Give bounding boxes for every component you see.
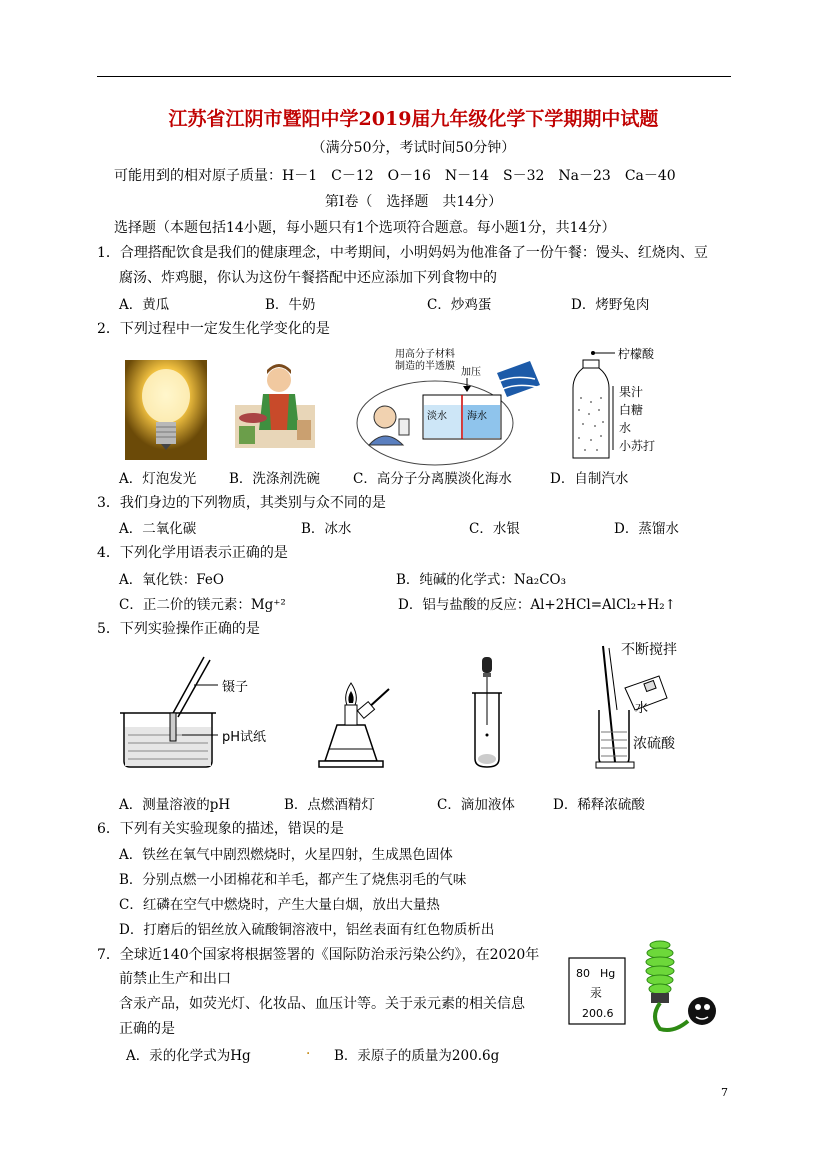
homemade-soda-image [565, 346, 675, 462]
ph-test-image [118, 655, 268, 770]
exam-title: 江苏省江阴市暨阳中学2019届九年级化学下学期期中试题 [168, 108, 659, 130]
q7-line3: 含汞产品，如荧光灯、化妆品、血压计等。关于汞元素的相关信息 [119, 996, 525, 1012]
q6-option-c: C．红磷在空气中燃烧时，产生大量白烟，放出大量热 [119, 897, 440, 913]
light-bulb-image [125, 360, 207, 460]
q7-option-b: B．汞原子的质量为200.6g [334, 1048, 500, 1064]
q7-line2: 前禁止生产和出口 [119, 971, 231, 987]
q7-line1: 7．全球近140个国家将根据签署的《国际防治汞污染公约》，在2020年 [97, 947, 540, 963]
q1-option-b: B．牛奶 [265, 297, 316, 313]
q1-option-c: C．炒鸡蛋 [427, 297, 492, 313]
q3-stem: 3．我们身边的下列物质，其类别与众不同的是 [97, 495, 386, 511]
instructions: 选择题（本题包括14小题，每小题只有1个选项符合题意。每小题1分，共14分） [114, 220, 616, 236]
q5-option-a: A．测量溶液的pH [119, 797, 231, 813]
dropper-image [470, 655, 506, 770]
sugar-label: 白糖 [619, 403, 644, 417]
element-symbol: Hg [600, 967, 616, 980]
q4-option-c: C．正二价的镁元素：Mg⁺² [119, 597, 286, 613]
q6-option-b: B．分别点燃一小团棉花和羊毛，都产生了烧焦羽毛的气味 [119, 872, 467, 888]
q7-dot: . [306, 1042, 311, 1058]
q5-option-d: D．稀释浓硫酸 [553, 797, 645, 813]
q7-option-a: A．汞的化学式为Hg [126, 1048, 251, 1064]
element-mass: 200.6 [582, 1007, 614, 1020]
pressure-label: 加压 [461, 367, 481, 378]
q6-option-d: D．打磨后的铝丝放入硫酸铜溶液中，铝丝表面有红色物质析出 [119, 922, 495, 938]
dilute-acid-image [595, 640, 735, 772]
water-label: 水 [635, 701, 649, 716]
q5-stem: 5．下列实验操作正确的是 [97, 621, 260, 637]
juice-label: 果汁 [619, 385, 644, 399]
q5-option-b: B．点燃酒精灯 [284, 797, 375, 813]
q3-option-b: B．冰水 [301, 521, 352, 537]
stir-label: 不断搅拌 [621, 642, 677, 658]
q3-option-a: A．二氧化碳 [119, 521, 197, 537]
page-number: 7 [721, 1086, 728, 1099]
q2-stem: 2．下列过程中一定发生化学变化的是 [97, 321, 330, 337]
q2-option-b: B．洗涤剂洗碗 [229, 471, 320, 487]
alcohol-lamp-image [315, 665, 395, 775]
fresh-water-label: 淡水 [427, 411, 447, 422]
element-name: 汞 [590, 986, 603, 1000]
citric-acid-label: 柠檬酸 [618, 347, 655, 361]
ph-paper-label: pH试纸 [222, 730, 267, 745]
section-heading: 第Ⅰ卷（ 选择题 共14分） [324, 194, 503, 210]
sea-water-label: 海水 [467, 411, 487, 422]
q3-option-d: D．蒸馏水 [614, 521, 679, 537]
desalination-image [355, 345, 540, 467]
q4-option-a: A．氧化铁：FeO [119, 572, 224, 588]
q2-option-d: D．自制汽水 [550, 471, 629, 487]
acid-label: 浓硫酸 [633, 736, 675, 752]
q7-line4: 正确的是 [119, 1021, 175, 1037]
exam-subtitle: （满分50分，考试时间50分钟） [311, 140, 516, 156]
q2-option-a: A．灯泡发光 [119, 471, 197, 487]
atomic-masses: 可能用到的相对原子质量：H－1 C－12 O－16 N－14 S－32 Na－23 Ca－40 [114, 168, 676, 184]
baking-soda-label: 小苏打 [619, 439, 656, 453]
mercury-element-card [568, 957, 626, 1025]
header-rule [97, 76, 731, 77]
q3-option-c: C．水银 [469, 521, 520, 537]
tweezers-label: 镊子 [222, 680, 249, 695]
q2-option-c: C．高分子分离膜淡化海水 [353, 471, 512, 487]
q4-stem: 4．下列化学用语表示正确的是 [97, 545, 288, 561]
q4-option-d: D．铝与盐酸的反应：Al+2HCl=AlCl₂+H₂↑ [398, 597, 676, 613]
q4-option-b: B．纯碱的化学式：Na₂CO₃ [396, 572, 567, 588]
membrane-label-2: 制造的半透膜 [395, 361, 455, 372]
membrane-label-1: 用高分子材料 [395, 349, 455, 360]
element-number: 80 [576, 967, 590, 980]
water-label: 水 [619, 421, 632, 435]
fluorescent-lamp-image [630, 935, 722, 1035]
q6-stem: 6．下列有关实验现象的描述，错误的是 [97, 821, 344, 837]
washing-dishes-image [235, 360, 315, 448]
q6-option-a: A．铁丝在氧气中剧烈燃烧时，火星四射，生成黑色固体 [119, 847, 453, 863]
q1-option-a: A．黄瓜 [119, 297, 170, 313]
q1-line1: 1．合理搭配饮食是我们的健康理念，中考期间，小明妈妈为他准备了一份午餐：馒头、红烧肉、豆 [97, 245, 708, 261]
q5-option-c: C．滴加液体 [437, 797, 515, 813]
q1-option-d: D．烤野兔肉 [571, 297, 650, 313]
q1-line2: 腐汤、炸鸡腿，你认为这份午餐搭配中还应添加下列食物中的 [119, 270, 497, 286]
